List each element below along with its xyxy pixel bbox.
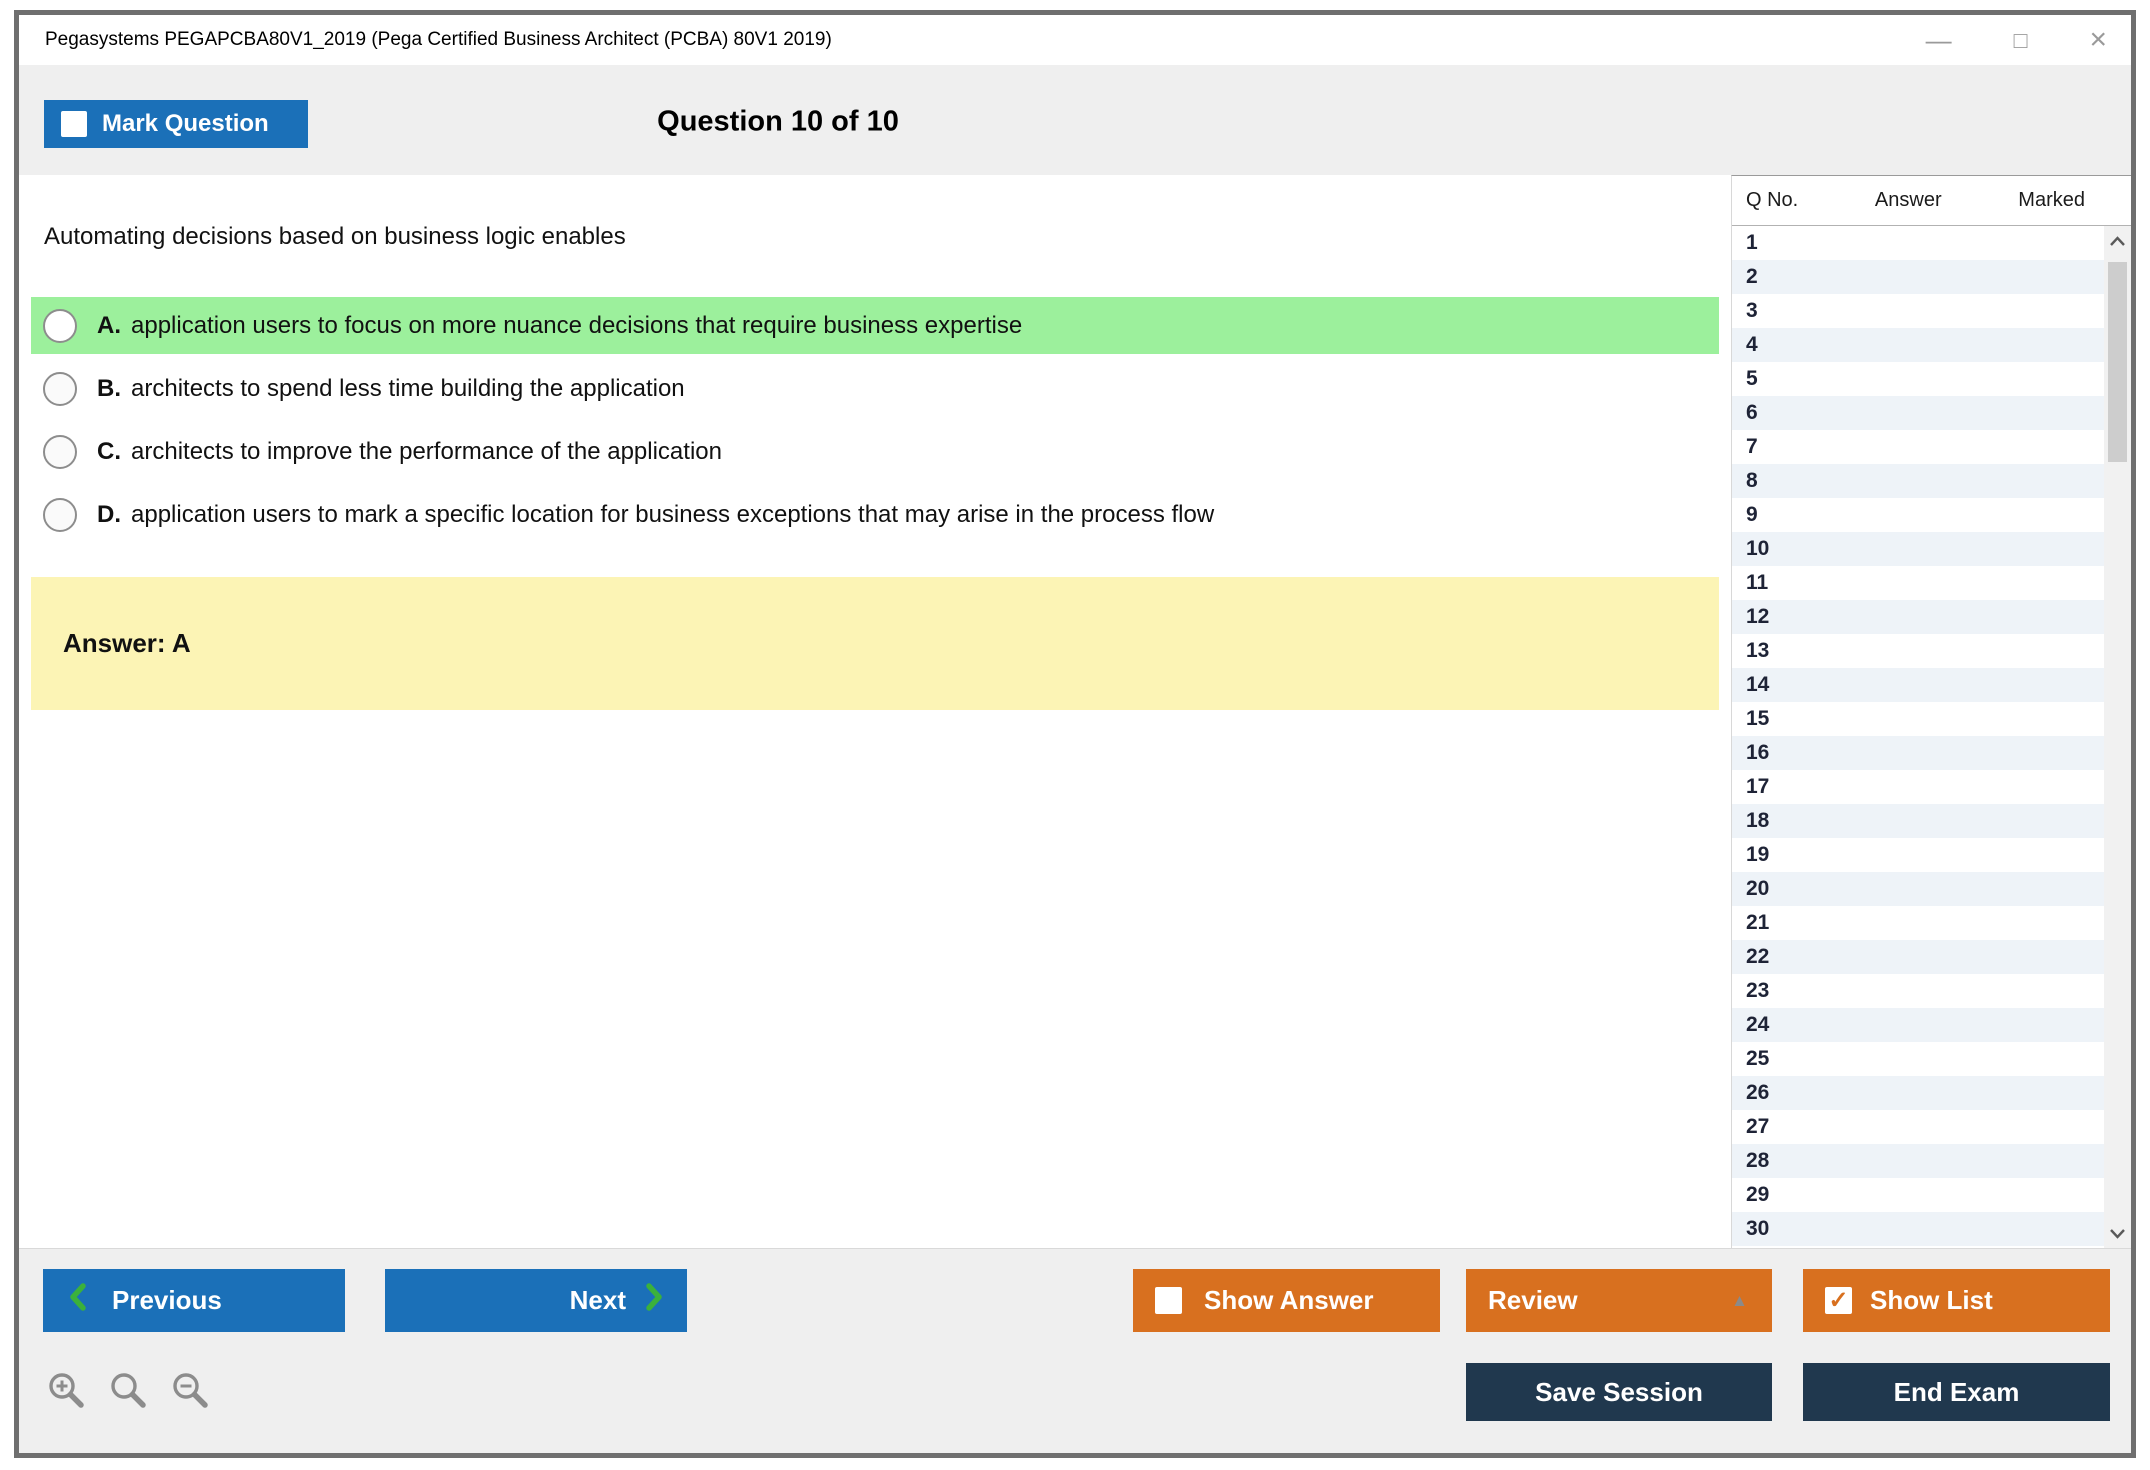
options-list (19, 297, 1731, 543)
question-number: 25 (1746, 1047, 1770, 1070)
question-list-row[interactable] (1732, 1008, 2104, 1042)
question-number: 24 (1746, 1013, 1770, 1036)
question-list-row[interactable] (1732, 260, 2104, 294)
question-number: 30 (1746, 1217, 1770, 1240)
question-number: 9 (1746, 503, 1758, 526)
question-list-row[interactable] (1732, 872, 2104, 906)
title-bar (19, 15, 2131, 65)
question-list-row[interactable] (1732, 1042, 2104, 1076)
option-letter: B. (97, 374, 121, 402)
show-list-checkbox-icon: ✓ (1825, 1287, 1852, 1314)
triangle-up-icon: ▲ (1731, 1290, 1748, 1310)
answer-label: Answer: A (63, 628, 191, 658)
answer-box (31, 577, 1719, 710)
header-band (19, 65, 2131, 175)
question-text: Automating decisions based on business logic enables (44, 223, 626, 250)
question-number: 11 (1746, 571, 1769, 594)
previous-button[interactable] (43, 1269, 345, 1332)
question-number: 27 (1746, 1115, 1770, 1138)
app-window (14, 10, 2136, 1458)
radio-button[interactable] (43, 498, 77, 532)
question-number: 26 (1746, 1081, 1770, 1104)
show-list-button[interactable] (1803, 1269, 2110, 1332)
question-list-row[interactable] (1732, 600, 2104, 634)
review-button[interactable] (1466, 1269, 1772, 1332)
question-number: 14 (1746, 673, 1770, 696)
question-list-row[interactable] (1732, 906, 2104, 940)
column-marked: Marked (2018, 189, 2085, 211)
end-exam-button[interactable] (1803, 1363, 2110, 1421)
window-controls (1925, 23, 2107, 56)
question-number: 7 (1746, 435, 1758, 458)
main-area (19, 175, 2131, 1248)
question-number: 29 (1746, 1183, 1770, 1206)
radio-button[interactable] (43, 309, 77, 343)
show-list-label: Show List (1870, 1285, 1993, 1315)
question-number: 2 (1746, 265, 1758, 288)
question-list-row[interactable] (1732, 940, 2104, 974)
question-number: 19 (1746, 843, 1770, 866)
question-list-row[interactable] (1732, 634, 2104, 668)
question-number: 10 (1746, 537, 1770, 560)
question-list-row[interactable] (1732, 1110, 2104, 1144)
next-button[interactable] (385, 1269, 687, 1332)
mark-question-button[interactable] (44, 100, 308, 148)
option-text: architects to improve the performance of the application (131, 437, 722, 465)
option-letter: D. (97, 500, 121, 528)
show-answer-label: Show Answer (1204, 1285, 1374, 1315)
maximize-icon[interactable]: □ (2013, 27, 2028, 53)
question-list-row[interactable] (1732, 294, 2104, 328)
show-answer-button[interactable] (1133, 1269, 1440, 1332)
question-list-row[interactable] (1732, 1212, 2104, 1246)
scroll-down-icon[interactable] (2104, 1218, 2131, 1248)
question-number: 4 (1746, 333, 1758, 356)
option-row[interactable] (31, 486, 1719, 543)
question-number: 6 (1746, 401, 1758, 424)
question-list-row[interactable] (1732, 974, 2104, 1008)
column-answer: Answer (1874, 189, 1942, 211)
question-list-row[interactable] (1732, 464, 2104, 498)
option-text: application users to focus on more nuance decisions that require business expertise (131, 311, 1023, 339)
bottom-toolbar (19, 1248, 2131, 1453)
question-list-row[interactable] (1732, 430, 2104, 464)
question-panel (19, 175, 1731, 1248)
mark-question-label: Mark Question (102, 110, 269, 137)
question-list-row[interactable] (1732, 1178, 2104, 1212)
question-number: 1 (1746, 231, 1758, 254)
question-list-body (1732, 226, 2131, 1248)
option-row[interactable] (31, 423, 1719, 480)
option-letter: C. (97, 437, 121, 465)
question-number: 5 (1746, 367, 1758, 390)
question-list-row[interactable] (1732, 736, 2104, 770)
question-number: 20 (1746, 877, 1770, 900)
question-number: 15 (1746, 707, 1770, 730)
zoom-controls (47, 1371, 211, 1411)
option-row[interactable] (31, 297, 1719, 354)
option-row[interactable] (31, 360, 1719, 417)
show-answer-checkbox-icon (1155, 1287, 1182, 1314)
option-text: application users to mark a specific location for business exceptions that may arise in the process flow (131, 500, 1215, 528)
question-number: 12 (1746, 605, 1770, 628)
question-number: 17 (1746, 775, 1770, 798)
question-number: 28 (1746, 1149, 1770, 1172)
question-list-row[interactable] (1732, 702, 2104, 736)
question-list-row[interactable] (1732, 804, 2104, 838)
question-list-row[interactable] (1732, 668, 2104, 702)
question-list-row[interactable] (1732, 362, 2104, 396)
question-number: 23 (1746, 979, 1770, 1002)
question-list-row[interactable] (1732, 328, 2104, 362)
window-title: Pegasystems PEGAPCBA80V1_2019 (Pega Certified Business Architect (PCBA) 80V1 2019) (45, 29, 832, 50)
zoom-out-icon[interactable] (171, 1371, 211, 1411)
question-list-row[interactable] (1732, 396, 2104, 430)
question-list-row[interactable] (1732, 532, 2104, 566)
question-number: 8 (1746, 469, 1758, 492)
column-qno: Q No. (1746, 189, 1799, 211)
magnifier-icon[interactable] (109, 1371, 149, 1411)
question-number: 18 (1746, 809, 1770, 832)
save-session-label: Save Session (1535, 1376, 1703, 1407)
question-counter: Question 10 of 10 (657, 105, 899, 138)
option-text: architects to spend less time building the application (131, 374, 685, 402)
question-number: 3 (1746, 299, 1758, 322)
question-number: 13 (1746, 639, 1770, 662)
end-exam-label: End Exam (1893, 1376, 2020, 1407)
question-list-row[interactable] (1732, 770, 2104, 804)
review-label: Review (1488, 1285, 1578, 1315)
close-icon[interactable]: × (2089, 23, 2107, 56)
scrollbar[interactable] (2104, 226, 2131, 1248)
question-list-row[interactable] (1732, 1076, 2104, 1110)
question-list-panel (1731, 175, 2131, 1248)
chevron-left-icon (69, 1283, 86, 1318)
question-number: 22 (1746, 945, 1770, 968)
minimize-icon[interactable]: — (1925, 25, 1952, 55)
question-list-header (1732, 176, 2131, 226)
scroll-up-icon[interactable] (2104, 226, 2131, 256)
question-number: 16 (1746, 741, 1770, 764)
radio-button[interactable] (43, 372, 77, 406)
mark-question-checkbox-icon (61, 111, 87, 137)
radio-button[interactable] (43, 435, 77, 469)
scrollbar-thumb[interactable] (2108, 262, 2127, 462)
question-number: 21 (1746, 911, 1770, 934)
next-label: Next (569, 1285, 626, 1315)
save-session-button[interactable] (1466, 1363, 1772, 1421)
question-list-row[interactable] (1732, 498, 2104, 532)
question-list-row[interactable] (1732, 566, 2104, 600)
question-list-row[interactable] (1732, 1144, 2104, 1178)
question-list (1732, 226, 2104, 1248)
previous-label: Previous (112, 1285, 222, 1315)
option-letter: A. (97, 311, 121, 339)
zoom-in-icon[interactable] (47, 1371, 87, 1411)
chevron-right-icon (646, 1283, 663, 1318)
question-list-row[interactable] (1732, 838, 2104, 872)
question-list-row[interactable] (1732, 226, 2104, 260)
